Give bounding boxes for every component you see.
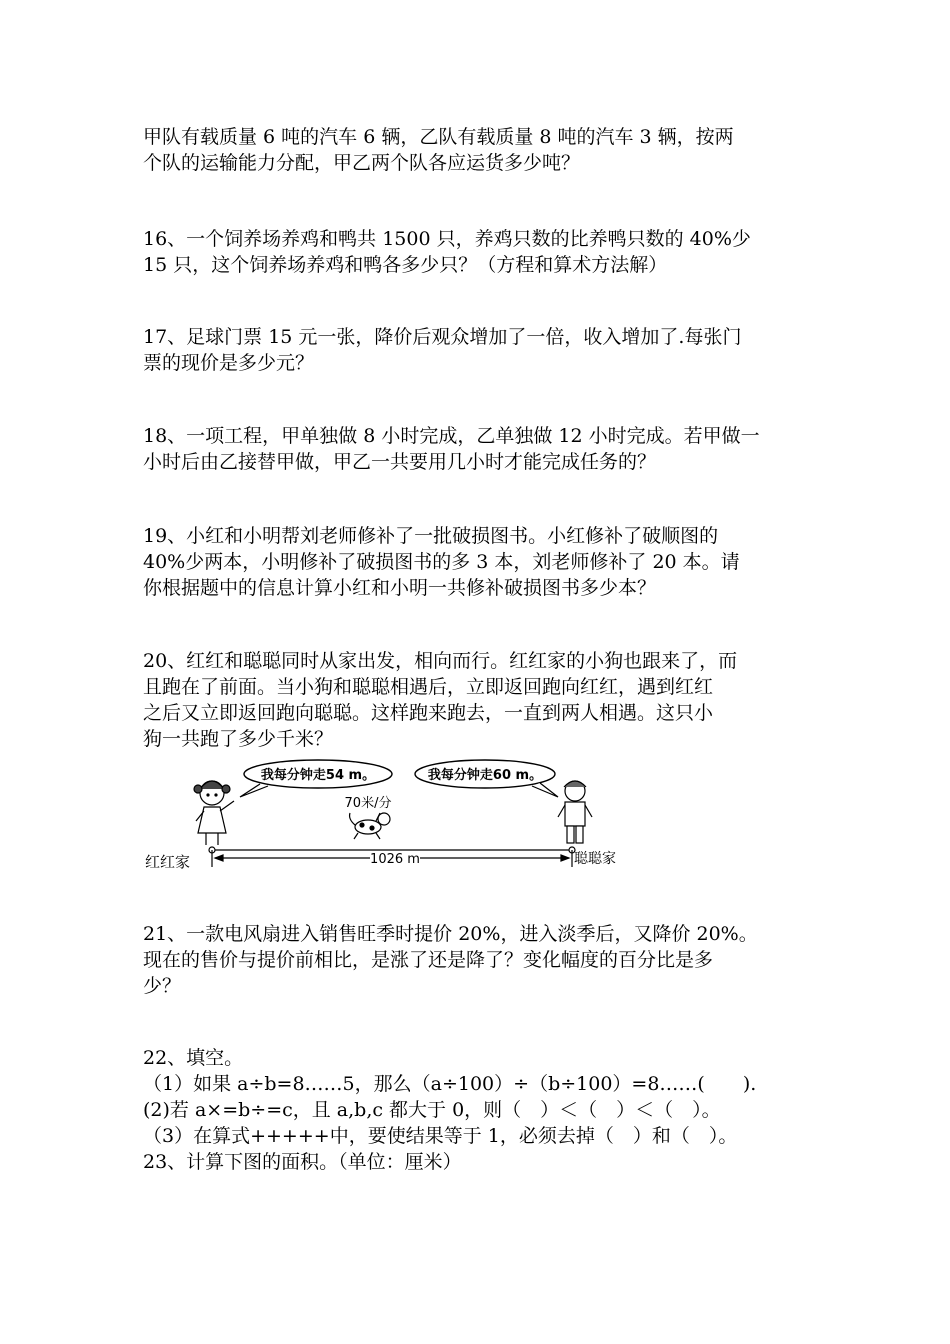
question-22-item-1: （1）如果 a÷b=8……5，那么（a÷100）÷（b÷100）=8……( ).: [143, 1073, 757, 1095]
question-22-item-3: （3）在算式+++++中，要使结果等于 1，必须去掉（ ）和（ ）。: [143, 1125, 738, 1147]
question-15: [143, 124, 815, 176]
question-20-line-2: 且跑在了前面。当小狗和聪聪相遇后，立即返回跑向红红，遇到红红: [143, 676, 714, 698]
dog-icon: [350, 813, 390, 839]
question-17-line-1: 17、足球门票 15 元一张，降价后观众增加了一倍，收入增加了.每张门: [143, 326, 742, 348]
question-20-line-3: 之后又立即返回跑向聪聪。这样跑来跑去，一直到两人相遇。这只小: [143, 702, 714, 724]
question-21-line-1: 21、一款电风扇进入销售旺季时提价 20%，进入淡季后，又降价 20%。: [143, 923, 758, 945]
question-21: [143, 921, 815, 999]
question-22: [143, 1045, 815, 1175]
question-17: [143, 324, 815, 376]
question-22-title: 22、填空。: [143, 1047, 244, 1069]
question-22-item-2: (2)若 a×=b÷=c，且 a,b,c 都大于 0，则（ ）＜（ ）＜（ ）。: [143, 1099, 721, 1121]
question-21-line-2: 现在的售价与提价前相比，是涨了还是降了？变化幅度的百分比是多: [143, 949, 714, 971]
question-19: [143, 523, 815, 601]
left-bubble-text: 我每分钟走54 m。: [260, 768, 376, 783]
question-19-line-1: 19、小红和小明帮刘老师修补了一批破损图书。小红修补了破顺图的: [143, 525, 719, 547]
right-home-label: 聪聪家: [574, 851, 616, 867]
girl-icon: [194, 781, 234, 845]
question-23-line-1: 23、计算下图的面积。（单位：厘米）: [143, 1151, 462, 1173]
question-18: [143, 423, 815, 475]
question-16: [143, 226, 815, 278]
question-16-line-2: 15 只，这个饲养场养鸡和鸭各多少只？（方程和算术方法解）: [143, 254, 668, 276]
question-19-line-3: 你根据题中的信息计算小红和小明一共修补破损图书多少本？: [143, 577, 657, 599]
meeting-problem-figure: [140, 755, 620, 880]
left-home-label: 红红家: [145, 853, 191, 871]
question-15-line-2: 个队的运输能力分配，甲乙两个队各应运货多少吨？: [143, 152, 581, 174]
question-19-line-2: 40%少两本，小明修补了破损图书的多 3 本，刘老师修补了 20 本。请: [143, 551, 740, 573]
question-20-line-4: 狗一共跑了多少千米？: [143, 728, 334, 750]
right-bubble-text: 我每分钟走60 m。: [427, 768, 543, 783]
dog-speed-label: 70米/分: [344, 796, 392, 811]
question-18-line-1: 18、一项工程，甲单独做 8 小时完成，乙单独做 12 小时完成。若甲做一: [143, 425, 760, 447]
boy-icon: [558, 781, 592, 843]
question-21-line-3: 少？: [143, 975, 182, 997]
question-17-line-2: 票的现价是多少元？: [143, 352, 315, 374]
question-15-line-1: 甲队有载质量 6 吨的汽车 6 辆，乙队有载质量 8 吨的汽车 3 辆，按两: [143, 126, 734, 148]
question-20: [143, 648, 815, 752]
question-18-line-2: 小时后由乙接替甲做，甲乙一共要用几小时才能完成任务的？: [143, 451, 657, 473]
distance-label: 1026 m: [370, 852, 420, 867]
question-20-line-1: 20、红红和聪聪同时从家出发，相向而行。红红家的小狗也跟来了，而: [143, 650, 738, 672]
question-16-line-1: 16、一个饲养场养鸡和鸭共 1500 只，养鸡只数的比养鸭只数的 40%少: [143, 228, 751, 250]
